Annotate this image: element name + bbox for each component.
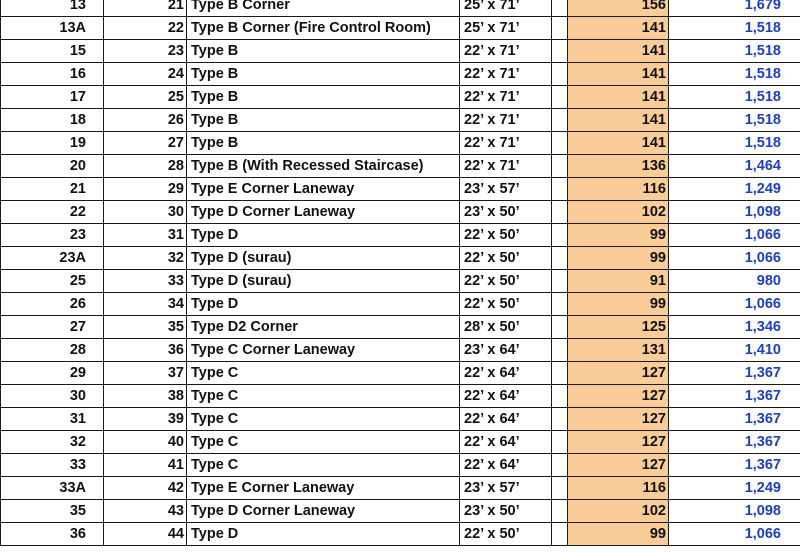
spacer-cell	[552, 224, 568, 247]
unit-number-cell: 23	[104, 40, 187, 63]
lot-size-cell: 22’ x 50’	[460, 270, 552, 293]
lot-number-cell: 13	[1, 0, 104, 17]
unit-type-cell: Type D Corner Laneway	[187, 201, 460, 224]
unit-type-cell: Type C	[187, 362, 460, 385]
unit-type-cell: Type B	[187, 132, 460, 155]
area-sqm-cell: 141	[568, 86, 669, 109]
lot-number-cell: 22	[1, 201, 104, 224]
area-sqft-cell: 1,518	[669, 132, 800, 155]
area-sqm-cell: 116	[568, 178, 669, 201]
unit-type-cell: Type B Corner	[187, 0, 460, 17]
unit-type-cell: Type D	[187, 523, 460, 546]
unit-number-cell: 29	[104, 178, 187, 201]
area-sqft-cell: 1,098	[669, 201, 800, 224]
lot-size-cell: 22’ x 64’	[460, 385, 552, 408]
area-sqft-cell: 1,518	[669, 40, 800, 63]
spacer-cell	[552, 0, 568, 17]
spacer-cell	[552, 155, 568, 178]
area-sqft-cell: 1,679	[669, 0, 800, 17]
area-sqft-cell: 1,367	[669, 431, 800, 454]
area-sqm-cell: 131	[568, 339, 669, 362]
table-row	[1, 63, 800, 86]
unit-type-cell: Type C	[187, 431, 460, 454]
lot-number-cell: 20	[1, 155, 104, 178]
area-sqm-cell: 127	[568, 454, 669, 477]
unit-number-cell: 35	[104, 316, 187, 339]
unit-number-cell: 41	[104, 454, 187, 477]
lot-size-cell: 22’ x 64’	[460, 408, 552, 431]
spacer-cell	[552, 201, 568, 224]
unit-type-cell: Type D (surau)	[187, 270, 460, 293]
area-sqft-cell: 1,346	[669, 316, 800, 339]
area-sqm-cell: 141	[568, 132, 669, 155]
lot-number-cell: 21	[1, 178, 104, 201]
unit-type-cell: Type C	[187, 408, 460, 431]
area-sqft-cell: 1,410	[669, 339, 800, 362]
table-row	[1, 293, 800, 316]
unit-number-cell: 22	[104, 17, 187, 40]
unit-type-cell: Type D	[187, 224, 460, 247]
area-sqft-cell: 1,066	[669, 293, 800, 316]
area-sqft-cell: 1,518	[669, 86, 800, 109]
lot-size-cell: 22’ x 71’	[460, 109, 552, 132]
table-row	[1, 477, 800, 500]
unit-type-cell: Type B	[187, 63, 460, 86]
area-sqm-cell: 127	[568, 408, 669, 431]
spacer-cell	[552, 316, 568, 339]
spacer-cell	[552, 17, 568, 40]
table-row	[1, 523, 800, 546]
lot-number-cell: 29	[1, 362, 104, 385]
spacer-cell	[552, 132, 568, 155]
area-sqm-cell: 116	[568, 477, 669, 500]
area-sqft-cell: 1,518	[669, 109, 800, 132]
lot-size-cell: 25’ x 71’	[460, 0, 552, 17]
area-sqm-cell: 99	[568, 293, 669, 316]
unit-number-cell: 32	[104, 247, 187, 270]
spacer-cell	[552, 247, 568, 270]
unit-type-cell: Type E Corner Laneway	[187, 178, 460, 201]
unit-type-cell: Type B Corner (Fire Control Room)	[187, 17, 460, 40]
unit-type-cell: Type D	[187, 293, 460, 316]
table-row	[1, 454, 800, 477]
area-sqm-cell: 99	[568, 247, 669, 270]
area-sqm-cell: 99	[568, 224, 669, 247]
lot-number-cell: 36	[1, 523, 104, 546]
lot-size-cell: 23’ x 57’	[460, 477, 552, 500]
lot-number-cell: 23	[1, 224, 104, 247]
unit-number-cell: 28	[104, 155, 187, 178]
unit-number-cell: 43	[104, 500, 187, 523]
unit-number-cell: 30	[104, 201, 187, 224]
lot-number-cell: 18	[1, 109, 104, 132]
area-sqft-cell: 1,464	[669, 155, 800, 178]
unit-number-cell: 39	[104, 408, 187, 431]
table-row	[1, 431, 800, 454]
lot-number-cell: 17	[1, 86, 104, 109]
unit-number-cell: 33	[104, 270, 187, 293]
unit-type-cell: Type C	[187, 454, 460, 477]
lot-number-cell: 25	[1, 270, 104, 293]
lot-size-cell: 22’ x 64’	[460, 454, 552, 477]
unit-type-cell: Type B	[187, 40, 460, 63]
unit-number-cell: 36	[104, 339, 187, 362]
area-sqm-cell: 156	[568, 0, 669, 17]
spacer-cell	[552, 362, 568, 385]
spacer-cell	[552, 408, 568, 431]
area-sqft-cell: 1,066	[669, 247, 800, 270]
unit-number-cell: 38	[104, 385, 187, 408]
table-row	[1, 224, 800, 247]
lot-number-cell: 23A	[1, 247, 104, 270]
area-sqft-cell: 1,367	[669, 385, 800, 408]
lot-size-cell: 22’ x 50’	[460, 293, 552, 316]
unit-number-cell: 44	[104, 523, 187, 546]
lot-number-cell: 32	[1, 431, 104, 454]
unit-number-cell: 40	[104, 431, 187, 454]
lot-size-cell: 22’ x 50’	[460, 523, 552, 546]
table-row	[1, 500, 800, 523]
lot-number-cell: 31	[1, 408, 104, 431]
area-sqm-cell: 102	[568, 201, 669, 224]
lot-number-cell: 35	[1, 500, 104, 523]
lot-size-cell: 22’ x 64’	[460, 431, 552, 454]
unit-type-cell: Type B (With Recessed Staircase)	[187, 155, 460, 178]
unit-number-cell: 25	[104, 86, 187, 109]
spacer-cell	[552, 385, 568, 408]
area-sqm-cell: 141	[568, 109, 669, 132]
area-sqm-cell: 99	[568, 523, 669, 546]
unit-type-cell: Type E Corner Laneway	[187, 477, 460, 500]
table-row	[1, 339, 800, 362]
spacer-cell	[552, 63, 568, 86]
table-row	[1, 0, 800, 17]
unit-number-cell: 26	[104, 109, 187, 132]
area-sqft-cell: 1,249	[669, 178, 800, 201]
lot-size-cell: 23’ x 50’	[460, 500, 552, 523]
area-sqm-cell: 127	[568, 385, 669, 408]
spacer-cell	[552, 86, 568, 109]
lot-size-cell: 22’ x 50’	[460, 247, 552, 270]
lot-size-cell: 22’ x 64’	[460, 362, 552, 385]
table-row	[1, 178, 800, 201]
spacer-cell	[552, 293, 568, 316]
lot-size-cell: 22’ x 71’	[460, 40, 552, 63]
unit-type-cell: Type C Corner Laneway	[187, 339, 460, 362]
spacer-cell	[552, 178, 568, 201]
area-sqm-cell: 125	[568, 316, 669, 339]
unit-number-cell: 27	[104, 132, 187, 155]
area-sqm-cell: 91	[568, 270, 669, 293]
spacer-cell	[552, 523, 568, 546]
table-row	[1, 109, 800, 132]
lot-number-cell: 16	[1, 63, 104, 86]
area-sqft-cell: 1,367	[669, 454, 800, 477]
unit-number-cell: 37	[104, 362, 187, 385]
lot-size-cell: 23’ x 64’	[460, 339, 552, 362]
lot-number-cell: 15	[1, 40, 104, 63]
table-row	[1, 270, 800, 293]
area-sqm-cell: 141	[568, 40, 669, 63]
lot-number-cell: 33A	[1, 477, 104, 500]
unit-number-cell: 31	[104, 224, 187, 247]
area-sqm-cell: 136	[568, 155, 669, 178]
table-row	[1, 40, 800, 63]
spacer-cell	[552, 431, 568, 454]
lot-size-cell: 22’ x 71’	[460, 132, 552, 155]
area-sqm-cell: 141	[568, 17, 669, 40]
area-sqm-cell: 127	[568, 431, 669, 454]
lot-size-cell: 22’ x 71’	[460, 155, 552, 178]
lot-size-cell: 23’ x 50’	[460, 201, 552, 224]
area-sqft-cell: 1,098	[669, 500, 800, 523]
area-sqft-cell: 1,367	[669, 408, 800, 431]
unit-type-cell: Type D2 Corner	[187, 316, 460, 339]
area-sqft-cell: 980	[669, 270, 800, 293]
table-row	[1, 408, 800, 431]
area-sqft-cell: 1,367	[669, 362, 800, 385]
lot-number-cell: 27	[1, 316, 104, 339]
spacer-cell	[552, 109, 568, 132]
area-sqm-cell: 141	[568, 63, 669, 86]
lot-size-cell: 22’ x 71’	[460, 63, 552, 86]
unit-type-cell: Type C	[187, 385, 460, 408]
table-row	[1, 17, 800, 40]
spacer-cell	[552, 477, 568, 500]
lot-size-cell: 22’ x 50’	[460, 224, 552, 247]
unit-number-cell: 34	[104, 293, 187, 316]
table-row	[1, 247, 800, 270]
spacer-cell	[552, 270, 568, 293]
table-row	[1, 316, 800, 339]
lot-size-cell: 28’ x 50’	[460, 316, 552, 339]
table-row	[1, 155, 800, 178]
lot-number-cell: 19	[1, 132, 104, 155]
area-sqft-cell: 1,518	[669, 63, 800, 86]
spacer-cell	[552, 500, 568, 523]
lot-number-cell: 28	[1, 339, 104, 362]
lot-number-cell: 33	[1, 454, 104, 477]
area-sqm-cell: 127	[568, 362, 669, 385]
area-sqft-cell: 1,066	[669, 523, 800, 546]
table-row	[1, 201, 800, 224]
spacer-cell	[552, 339, 568, 362]
table-row	[1, 86, 800, 109]
lot-size-cell: 22’ x 71’	[460, 86, 552, 109]
spacer-cell	[552, 454, 568, 477]
unit-number-cell: 42	[104, 477, 187, 500]
unit-type-cell: Type D Corner Laneway	[187, 500, 460, 523]
unit-table-body	[1, 0, 800, 546]
unit-number-cell: 21	[104, 0, 187, 17]
unit-type-cell: Type D (surau)	[187, 247, 460, 270]
table-row	[1, 132, 800, 155]
lot-size-cell: 25’ x 71’	[460, 17, 552, 40]
lot-number-cell: 13A	[1, 17, 104, 40]
table-row	[1, 385, 800, 408]
lot-size-cell: 23’ x 57’	[460, 178, 552, 201]
area-sqm-cell: 102	[568, 500, 669, 523]
area-sqft-cell: 1,249	[669, 477, 800, 500]
spacer-cell	[552, 40, 568, 63]
table-row	[1, 362, 800, 385]
area-sqft-cell: 1,066	[669, 224, 800, 247]
unit-number-cell: 24	[104, 63, 187, 86]
area-sqft-cell: 1,518	[669, 17, 800, 40]
unit-type-cell: Type B	[187, 86, 460, 109]
lot-number-cell: 30	[1, 385, 104, 408]
unit-type-cell: Type B	[187, 109, 460, 132]
lot-number-cell: 26	[1, 293, 104, 316]
